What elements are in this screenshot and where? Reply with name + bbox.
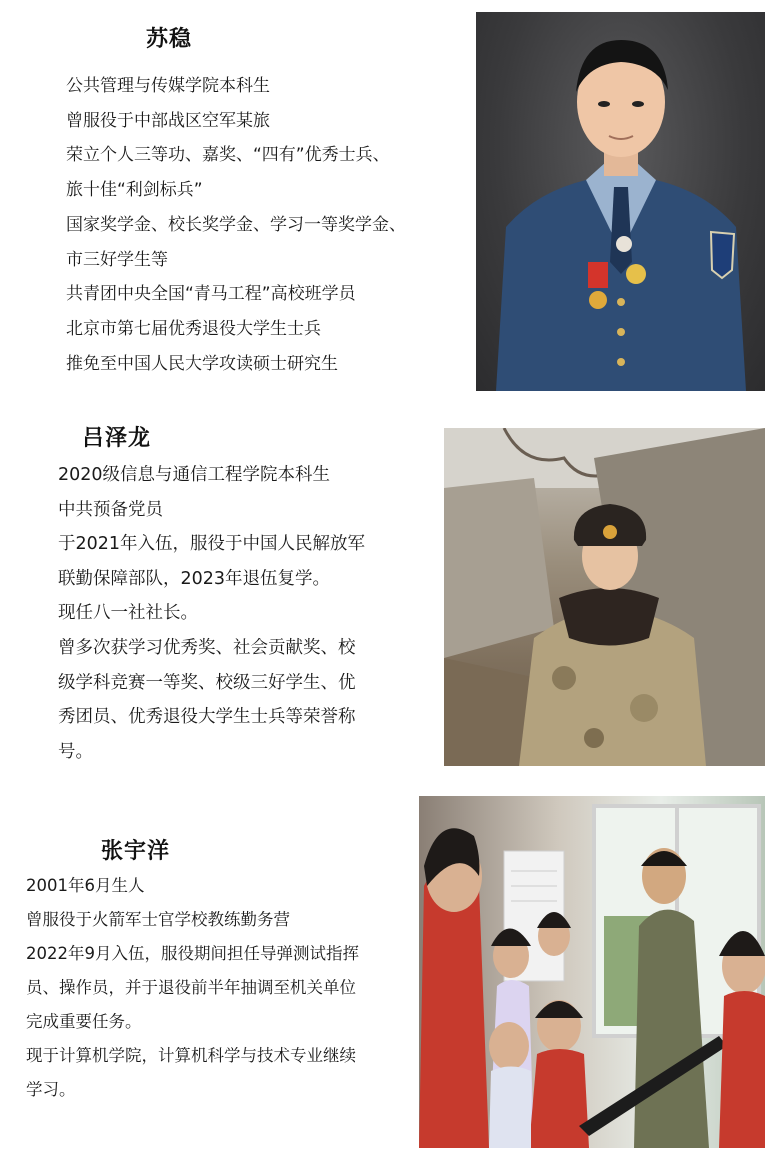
profile-name: 张宇洋 — [101, 839, 171, 864]
detail-line: 荣立个人三等功、嘉奖、“四有”优秀士兵、 — [66, 145, 390, 166]
detail-line: 学习。 — [26, 1080, 76, 1099]
detail-line: 旅十佳“利剑标兵” — [66, 180, 203, 201]
detail-line: 级学科竞赛一等奖、校级三好学生、优 — [58, 672, 356, 693]
detail-line: 公共管理与传媒学院本科生 — [66, 76, 270, 96]
classroom-photo — [419, 796, 765, 1148]
detail-line: 2001年6月生人 — [26, 876, 145, 895]
profile-details — [26, 869, 359, 1107]
detail-line: 推免至中国人民大学攻读硕士研究生 — [66, 353, 338, 374]
detail-line: 北京市第七届优秀退役大学生士兵 — [66, 318, 321, 339]
profile-details — [58, 458, 365, 769]
detail-line: 现任八一社社长。 — [58, 603, 198, 624]
detail-line: 共青团中央全国“青马工程”高校班学员 — [66, 284, 356, 305]
profile-name: 苏稳 — [146, 27, 193, 52]
detail-line: 完成重要任务。 — [26, 1012, 142, 1031]
detail-line: 2020级信息与通信工程学院本科生 — [58, 465, 331, 485]
detail-line: 曾多次获学习优秀奖、社会贡献奖、校 — [58, 637, 356, 658]
detail-line: 秀团员、优秀退役大学生士兵等荣誉称 — [58, 707, 356, 728]
detail-line: 市三好学生等 — [66, 249, 168, 270]
profile-name: 吕泽龙 — [82, 426, 152, 451]
detail-line: 中共预备党员 — [58, 499, 163, 520]
detail-line: 现于计算机学院，计算机科学与技术专业继续 — [26, 1046, 356, 1065]
detail-line: 2022年9月入伍，服役期间担任导弹测试指挥 — [26, 944, 359, 963]
portrait-photo — [476, 12, 765, 391]
detail-line: 曾服役于火箭军士官学校教练勤务营 — [26, 910, 290, 929]
detail-line: 国家奖学金、校长奖学金、学习一等奖学金、 — [66, 214, 406, 235]
detail-line: 于2021年入伍，服役于中国人民解放军 — [58, 534, 366, 555]
detail-line: 曾服役于中部战区空军某旅 — [66, 110, 270, 131]
detail-line: 号。 — [58, 741, 93, 762]
profile-details — [66, 69, 406, 381]
outdoor-photo — [444, 428, 765, 766]
detail-line: 员、操作员，并于退役前半年抽调至机关单位 — [26, 978, 356, 997]
detail-line: 联勤保障部队，2023年退伍复学。 — [58, 568, 331, 589]
